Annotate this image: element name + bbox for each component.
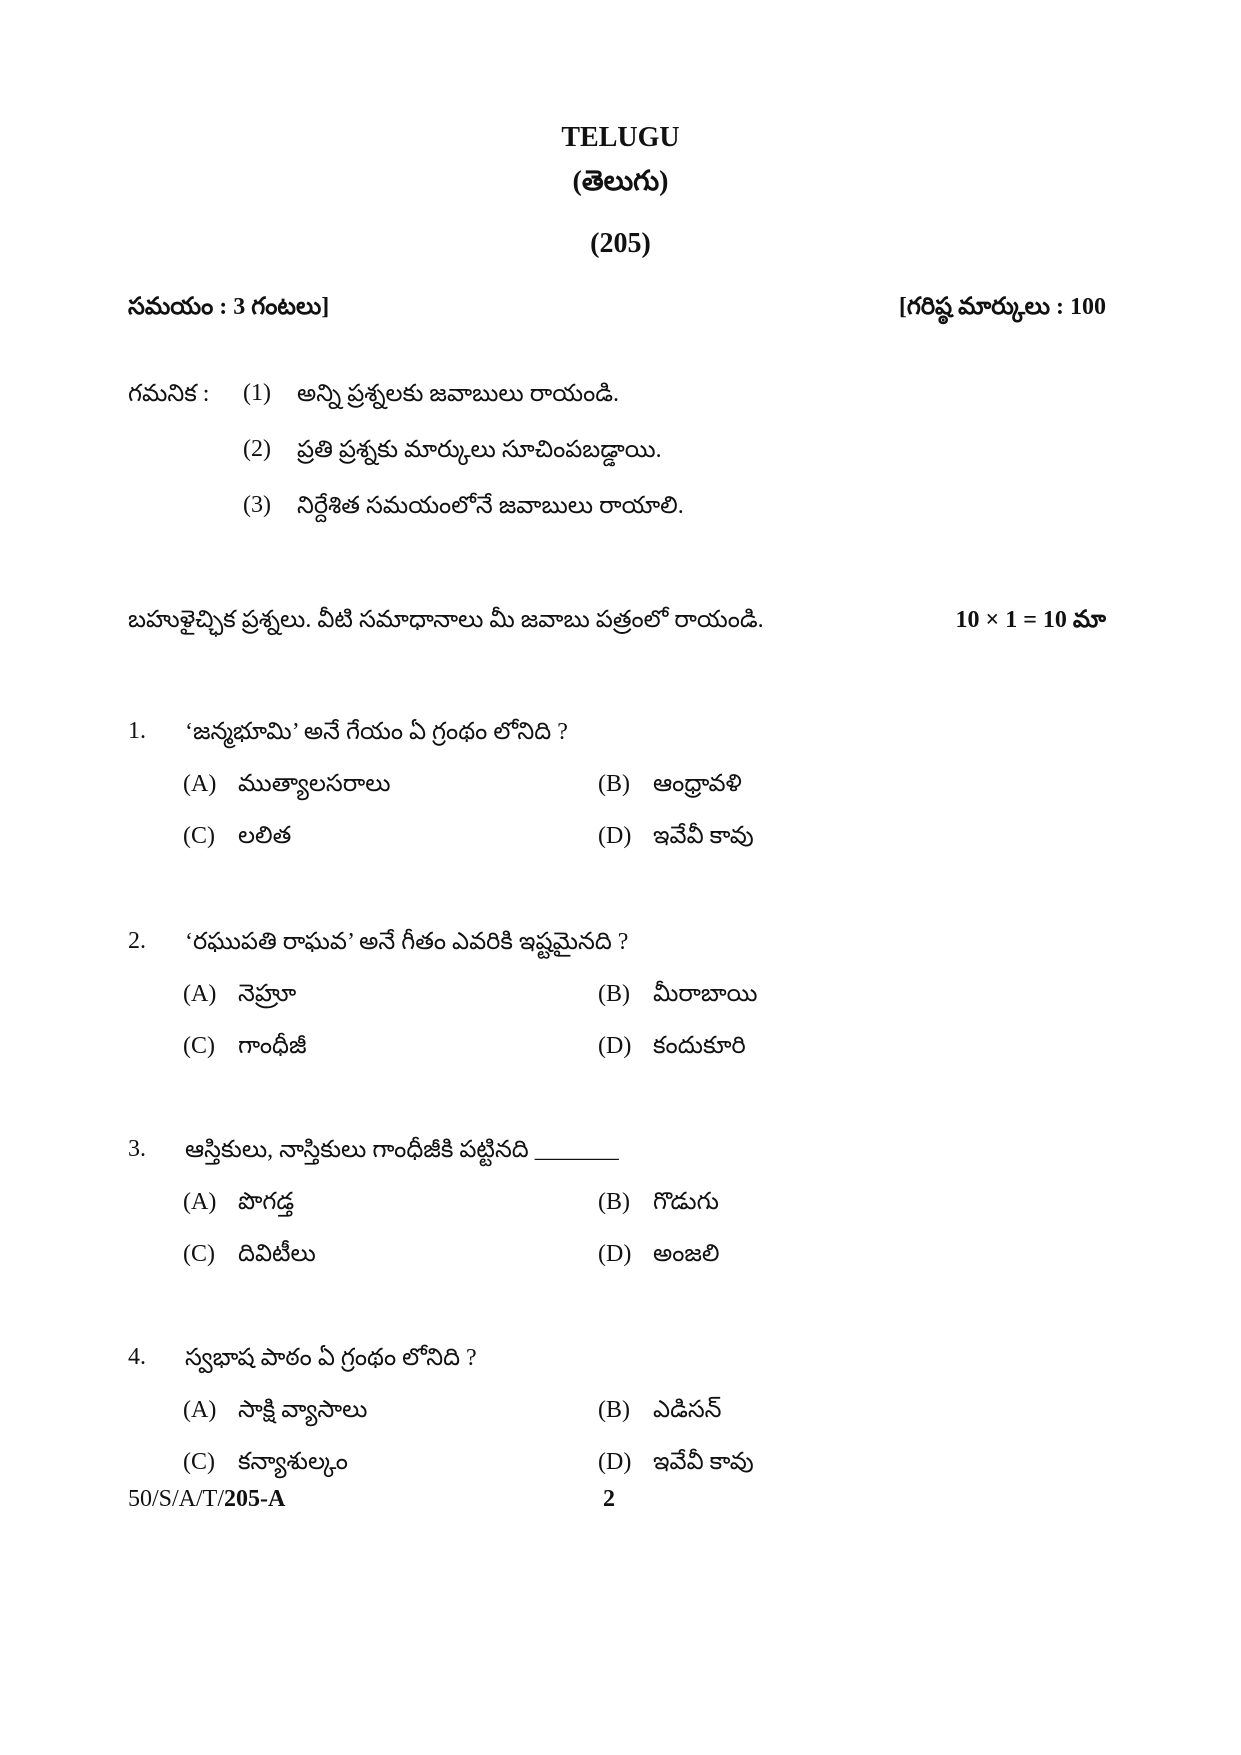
option-d bbox=[598, 1448, 754, 1481]
note-text: ప్రతి ప్రశ్నకు మార్కులు సూచింపబడ్డాయి. bbox=[297, 437, 662, 463]
option-d bbox=[598, 1240, 720, 1273]
option-text: లలిత bbox=[238, 823, 292, 849]
question-number: 3. bbox=[128, 1136, 146, 1162]
option-b bbox=[598, 1396, 722, 1429]
option-text: ముత్యాలసరాలు bbox=[238, 771, 391, 797]
option-label: (A) bbox=[183, 771, 217, 797]
question-text: స్వభాష పాఠం ఏ గ్రంథం లోనిది ? bbox=[185, 1345, 477, 1371]
subject-code: (205) bbox=[590, 228, 651, 259]
option-label: (D) bbox=[598, 823, 632, 849]
option-text: అంజలి bbox=[653, 1241, 720, 1267]
option-label: (C) bbox=[183, 1033, 215, 1059]
option-text: నెహ్రూ bbox=[238, 981, 297, 1007]
option-d bbox=[598, 1032, 746, 1065]
option-text: మీరాబాయి bbox=[653, 981, 758, 1007]
note-text: అన్ని ప్రశ్నలకు జవాబులు రాయండి. bbox=[297, 381, 620, 407]
option-b bbox=[598, 770, 742, 803]
option-text: ఎడిసన్ bbox=[653, 1397, 722, 1423]
option-a bbox=[183, 980, 296, 1013]
question-text: ఆస్తికులు, నాస్తికులు గాంధీజీకి పట్టినది _______ bbox=[185, 1137, 619, 1163]
paper-code-prefix: 50/S/A/T/ bbox=[128, 1486, 225, 1512]
option-label: (D) bbox=[598, 1241, 632, 1267]
option-text: దివిటీలు bbox=[238, 1241, 316, 1267]
note-text: నిర్దేశిత సమయంలోనే జవాబులు రాయాలి. bbox=[297, 493, 684, 519]
option-label: (B) bbox=[598, 1189, 630, 1215]
page-number: 2 bbox=[603, 1486, 615, 1512]
option-label: (D) bbox=[598, 1449, 632, 1475]
option-c bbox=[183, 822, 291, 855]
question-number: 2. bbox=[128, 928, 146, 954]
option-c bbox=[183, 1032, 307, 1065]
question-4 bbox=[0, 1344, 1241, 1494]
question-3 bbox=[0, 1136, 1241, 1286]
note-num: (2) bbox=[243, 436, 271, 462]
paper-code-suffix: 205-A bbox=[224, 1486, 286, 1512]
note-num: (1) bbox=[243, 380, 271, 406]
note-num: (3) bbox=[243, 492, 271, 518]
option-label: (A) bbox=[183, 1397, 217, 1423]
question-1 bbox=[0, 718, 1241, 868]
option-text: కందుకూరి bbox=[653, 1033, 746, 1059]
paper-code bbox=[128, 1486, 285, 1513]
section-instruction: బహుళైచ్ఛిక ప్రశ్నలు. వీటి సమాధానాలు మీ జవాబు పత్రంలో రాయండి. bbox=[128, 607, 764, 633]
option-text: ఇవేవీ కావు bbox=[653, 1449, 754, 1475]
option-label: (B) bbox=[598, 981, 630, 1007]
option-text: గాంధీజీ bbox=[238, 1033, 307, 1059]
option-text: ఇవేవీ కావు bbox=[653, 823, 754, 849]
option-b bbox=[598, 1188, 719, 1221]
option-label: (A) bbox=[183, 1189, 217, 1215]
option-label: (D) bbox=[598, 1033, 632, 1059]
option-label: (C) bbox=[183, 1241, 215, 1267]
subject-title: TELUGU bbox=[561, 122, 680, 153]
option-text: సాక్షి వ్యాసాలు bbox=[238, 1397, 368, 1423]
question-number: 4. bbox=[128, 1344, 146, 1370]
option-text: పొగడ్త bbox=[238, 1189, 295, 1215]
section-marks: 10 × 1 = 10 మా bbox=[955, 607, 1106, 633]
option-text: గొడుగు bbox=[653, 1189, 719, 1215]
option-c bbox=[183, 1448, 348, 1481]
option-label: (B) bbox=[598, 1397, 630, 1423]
option-label: (B) bbox=[598, 771, 630, 797]
time-allowed: సమయం : 3 గంటలు] bbox=[128, 294, 330, 320]
option-text: ఆంధ్రావళి bbox=[653, 771, 742, 797]
option-label: (C) bbox=[183, 823, 215, 849]
option-d bbox=[598, 822, 754, 855]
max-marks: [గరిష్ఠ మార్కులు : 100 bbox=[898, 294, 1106, 320]
option-c bbox=[183, 1240, 316, 1273]
option-a bbox=[183, 1396, 367, 1429]
question-text: ‘రఘుపతి రాఘవ’ అనే గీతం ఎవరికి ఇష్టమైనది ? bbox=[185, 929, 629, 955]
option-label: (A) bbox=[183, 981, 217, 1007]
option-a bbox=[183, 1188, 294, 1221]
question-number: 1. bbox=[128, 718, 146, 744]
option-label: (C) bbox=[183, 1449, 215, 1475]
option-a bbox=[183, 770, 391, 803]
notes-label: గమనిక : bbox=[128, 381, 210, 407]
question-2 bbox=[0, 928, 1241, 1078]
option-b bbox=[598, 980, 757, 1013]
subject-title-telugu: (తెలుగు) bbox=[572, 166, 669, 197]
option-text: కన్యాశుల్కం bbox=[238, 1449, 348, 1475]
question-text: ‘జన్మభూమి’ అనే గేయం ఏ గ్రంథం లోనిది ? bbox=[185, 719, 568, 745]
